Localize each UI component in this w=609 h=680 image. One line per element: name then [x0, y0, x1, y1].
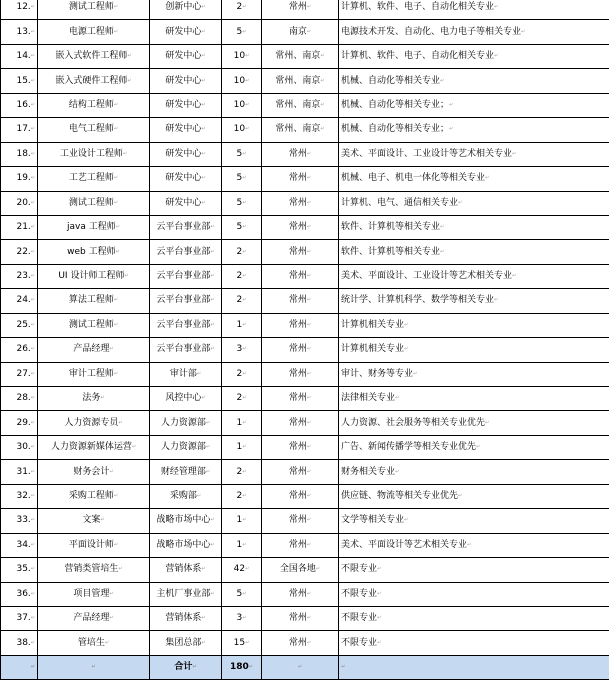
- table-row: [1, 387, 609, 411]
- job-title-cell: 人力资源专员 ↵: [38, 411, 150, 435]
- total-index-cell: [1, 655, 38, 679]
- table-row: [1, 20, 609, 44]
- job-title-cell: 文案 ↵: [38, 509, 150, 533]
- job-title-cell: web 工程师 ↵: [38, 240, 150, 264]
- work-location-cell: 常州 ↵: [262, 606, 339, 630]
- headcount-cell: 10 ↵: [222, 69, 262, 93]
- job-title-cell: 工艺工程师 ↵: [38, 167, 150, 191]
- job-title-cell: 管培生 ↵: [38, 631, 150, 655]
- headcount-cell: 1 ↵: [222, 509, 262, 533]
- work-location-cell: 常州 ↵: [262, 0, 339, 20]
- table-row: [1, 509, 609, 533]
- row-index-cell: 31. ↵: [1, 460, 38, 484]
- department-cell: 人力资源部 ↵: [150, 411, 222, 435]
- job-title-cell: UI 设计师工程师 ↵: [38, 264, 150, 288]
- total-count-cell: 180 ↵: [222, 655, 262, 679]
- total-location-cell: [262, 655, 339, 679]
- table-row: [1, 44, 609, 68]
- department-cell: 战略市场中心 ↵: [150, 533, 222, 557]
- department-cell: 财经管理部 ↵: [150, 460, 222, 484]
- work-location-cell: 常州 ↵: [262, 435, 339, 459]
- job-title-cell: 电源工程师 ↵: [38, 20, 150, 44]
- department-cell: 战略市场中心 ↵: [150, 509, 222, 533]
- table-row: [1, 411, 609, 435]
- department-cell: 研发中心 ↵: [150, 167, 222, 191]
- major-requirement-cell: 广告、新闻传播学等相关专业优先 ↵: [339, 435, 609, 459]
- row-index-cell: 32. ↵: [1, 484, 38, 508]
- job-title-cell: java 工程师 ↵: [38, 215, 150, 239]
- row-index-cell: 28. ↵: [1, 387, 38, 411]
- job-title-cell: 营销类管培生 ↵: [38, 558, 150, 582]
- row-index-cell: 30. ↵: [1, 435, 38, 459]
- headcount-cell: 10 ↵: [222, 118, 262, 142]
- table-row: [1, 435, 609, 459]
- row-index-cell: 34. ↵: [1, 533, 38, 557]
- job-title-cell: 项目管理 ↵: [38, 582, 150, 606]
- total-row: [1, 655, 609, 679]
- major-requirement-cell: 计算机、电气、通信相关专业 ↵: [339, 191, 609, 215]
- headcount-cell: 42 ↵: [222, 558, 262, 582]
- major-requirement-cell: 供应链、物流等相关专业优先 ↵: [339, 484, 609, 508]
- job-title-cell: 测试工程师 ↵: [38, 0, 150, 20]
- job-title-cell: 工业设计工程师 ↵: [38, 142, 150, 166]
- major-requirement-cell: 文学等相关专业 ↵: [339, 509, 609, 533]
- headcount-cell: 1 ↵: [222, 533, 262, 557]
- work-location-cell: 常州 ↵: [262, 362, 339, 386]
- headcount-cell: 2 ↵: [222, 484, 262, 508]
- headcount-cell: 2 ↵: [222, 240, 262, 264]
- work-location-cell: 常州 ↵: [262, 533, 339, 557]
- work-location-cell: 常州 ↵: [262, 313, 339, 337]
- headcount-cell: 2 ↵: [222, 362, 262, 386]
- job-title-cell: 平面设计师 ↵: [38, 533, 150, 557]
- work-location-cell: 常州、南京 ↵: [262, 69, 339, 93]
- work-location-cell: 常州 ↵: [262, 338, 339, 362]
- table-row: [1, 362, 609, 386]
- row-index-cell: 23. ↵: [1, 264, 38, 288]
- major-requirement-cell: 计算机相关专业 ↵: [339, 338, 609, 362]
- table-row: [1, 484, 609, 508]
- major-requirement-cell: 软件、计算机等相关专业 ↵: [339, 215, 609, 239]
- job-title-cell: 嵌入式软件工程师 ↵: [38, 44, 150, 68]
- major-requirement-cell: 电源技术开发、自动化、电力电子等相关专业 ↵: [339, 20, 609, 44]
- work-location-cell: 常州 ↵: [262, 191, 339, 215]
- job-title-cell: 产品经理 ↵: [38, 338, 150, 362]
- work-location-cell: 常州 ↵: [262, 484, 339, 508]
- major-requirement-cell: 美术、平面设计、工业设计等艺术相关专业 ↵: [339, 264, 609, 288]
- department-cell: 研发中心 ↵: [150, 191, 222, 215]
- table-row: [1, 69, 609, 93]
- work-location-cell: 南京 ↵: [262, 20, 339, 44]
- work-location-cell: 常州 ↵: [262, 582, 339, 606]
- job-title-cell: 人力资源新媒体运营 ↵: [38, 435, 150, 459]
- major-requirement-cell: 机械、自动化等相关专业 ↵: [339, 69, 609, 93]
- department-cell: 创新中心 ↵: [150, 0, 222, 20]
- headcount-cell: 3 ↵: [222, 338, 262, 362]
- job-title-cell: 采购工程师 ↵: [38, 484, 150, 508]
- table-row: [1, 240, 609, 264]
- row-index-cell: 36. ↵: [1, 582, 38, 606]
- headcount-cell: 2 ↵: [222, 460, 262, 484]
- department-cell: 营销体系 ↵: [150, 558, 222, 582]
- department-cell: 营销体系 ↵: [150, 606, 222, 630]
- department-cell: 集团总部 ↵: [150, 631, 222, 655]
- work-location-cell: 全国各地 ↵: [262, 558, 339, 582]
- department-cell: 云平台事业部 ↵: [150, 215, 222, 239]
- table-row: [1, 264, 609, 288]
- table-row: [1, 191, 609, 215]
- table-row: [1, 582, 609, 606]
- row-index-cell: 20. ↵: [1, 191, 38, 215]
- work-location-cell: 常州 ↵: [262, 264, 339, 288]
- table-row: [1, 533, 609, 557]
- row-index-cell: 21. ↵: [1, 215, 38, 239]
- work-location-cell: 常州 ↵: [262, 240, 339, 264]
- work-location-cell: 常州、南京 ↵: [262, 93, 339, 117]
- department-cell: 云平台事业部 ↵: [150, 240, 222, 264]
- headcount-cell: 2 ↵: [222, 387, 262, 411]
- department-cell: 风控中心 ↵: [150, 387, 222, 411]
- total-major-cell: [339, 655, 609, 679]
- headcount-cell: 2 ↵: [222, 264, 262, 288]
- row-index-cell: 24. ↵: [1, 289, 38, 313]
- work-location-cell: 常州 ↵: [262, 387, 339, 411]
- table-row: [1, 313, 609, 337]
- work-location-cell: 常州 ↵: [262, 289, 339, 313]
- work-location-cell: 常州、南京 ↵: [262, 118, 339, 142]
- job-title-cell: 结构工程师 ↵: [38, 93, 150, 117]
- department-cell: 人力资源部 ↵: [150, 435, 222, 459]
- headcount-cell: 1 ↵: [222, 435, 262, 459]
- major-requirement-cell: 不限专业 ↵: [339, 582, 609, 606]
- major-requirement-cell: 美术、平面设计、工业设计等艺术相关专业 ↵: [339, 142, 609, 166]
- table-row: [1, 460, 609, 484]
- department-cell: 采购部 ↵: [150, 484, 222, 508]
- major-requirement-cell: 机械、自动化等相关专业； ↵: [339, 93, 609, 117]
- total-empty-cell: [38, 655, 150, 679]
- headcount-cell: 1 ↵: [222, 313, 262, 337]
- major-requirement-cell: 不限专业 ↵: [339, 606, 609, 630]
- job-title-cell: 测试工程师 ↵: [38, 191, 150, 215]
- row-index-cell: 14. ↵: [1, 44, 38, 68]
- table-row: [1, 167, 609, 191]
- table-row: [1, 93, 609, 117]
- row-index-cell: 16. ↵: [1, 93, 38, 117]
- job-title-cell: 法务 ↵: [38, 387, 150, 411]
- department-cell: 研发中心 ↵: [150, 118, 222, 142]
- major-requirement-cell: 法律相关专业 ↵: [339, 387, 609, 411]
- headcount-cell: 5 ↵: [222, 215, 262, 239]
- work-location-cell: 常州 ↵: [262, 215, 339, 239]
- row-index-cell: 15. ↵: [1, 69, 38, 93]
- table-row: [1, 558, 609, 582]
- job-title-cell: 嵌入式硬件工程师 ↵: [38, 69, 150, 93]
- headcount-cell: 1 ↵: [222, 411, 262, 435]
- row-index-cell: 17. ↵: [1, 118, 38, 142]
- headcount-cell: 15 ↵: [222, 631, 262, 655]
- job-title-cell: 电气工程师 ↵: [38, 118, 150, 142]
- work-location-cell: 常州 ↵: [262, 167, 339, 191]
- major-requirement-cell: 机械、电子、机电一体化等相关专业 ↵: [339, 167, 609, 191]
- major-requirement-cell: 机械、自动化等相关专业； ↵: [339, 118, 609, 142]
- major-requirement-cell: 美术、平面设计等艺术相关专业 ↵: [339, 533, 609, 557]
- row-index-cell: 35. ↵: [1, 558, 38, 582]
- table-row: [1, 606, 609, 630]
- table-row: [1, 289, 609, 313]
- major-requirement-cell: 不限专业 ↵: [339, 631, 609, 655]
- work-location-cell: 常州 ↵: [262, 142, 339, 166]
- department-cell: 研发中心 ↵: [150, 142, 222, 166]
- row-index-cell: 19. ↵: [1, 167, 38, 191]
- table-body: [1, 0, 609, 680]
- department-cell: 主机厂事业部 ↵: [150, 582, 222, 606]
- table-row: [1, 118, 609, 142]
- major-requirement-cell: 计算机、软件、电子、自动化相关专业 ↵: [339, 0, 609, 20]
- major-requirement-cell: 财务相关专业 ↵: [339, 460, 609, 484]
- row-index-cell: 13. ↵: [1, 20, 38, 44]
- headcount-cell: 5 ↵: [222, 167, 262, 191]
- headcount-cell: 2 ↵: [222, 0, 262, 20]
- major-requirement-cell: 不限专业 ↵: [339, 558, 609, 582]
- department-cell: 云平台事业部 ↵: [150, 289, 222, 313]
- row-index-cell: 33. ↵: [1, 509, 38, 533]
- work-location-cell: 常州、南京 ↵: [262, 44, 339, 68]
- department-cell: 研发中心 ↵: [150, 20, 222, 44]
- work-location-cell: 常州 ↵: [262, 411, 339, 435]
- department-cell: 研发中心 ↵: [150, 69, 222, 93]
- table-row: [1, 338, 609, 362]
- row-index-cell: 12. ↵: [1, 0, 38, 20]
- table-row: [1, 0, 609, 20]
- row-index-cell: 18. ↵: [1, 142, 38, 166]
- headcount-cell: 5 ↵: [222, 142, 262, 166]
- row-index-cell: 26. ↵: [1, 338, 38, 362]
- headcount-cell: 2 ↵: [222, 289, 262, 313]
- job-title-cell: 测试工程师 ↵: [38, 313, 150, 337]
- table-row: [1, 142, 609, 166]
- row-index-cell: 37. ↵: [1, 606, 38, 630]
- headcount-cell: 10 ↵: [222, 44, 262, 68]
- row-index-cell: 29. ↵: [1, 411, 38, 435]
- department-cell: 审计部 ↵: [150, 362, 222, 386]
- major-requirement-cell: 统计学、计算机科学、数学等相关专业 ↵: [339, 289, 609, 313]
- headcount-cell: 5 ↵: [222, 20, 262, 44]
- table-row: [1, 215, 609, 239]
- table-row: [1, 631, 609, 655]
- work-location-cell: 常州 ↵: [262, 460, 339, 484]
- major-requirement-cell: 软件、计算机等相关专业 ↵: [339, 240, 609, 264]
- row-index-cell: 22. ↵: [1, 240, 38, 264]
- row-index-cell: 27. ↵: [1, 362, 38, 386]
- department-cell: 研发中心 ↵: [150, 93, 222, 117]
- major-requirement-cell: 计算机相关专业 ↵: [339, 313, 609, 337]
- major-requirement-cell: 计算机、软件、电子、自动化相关专业 ↵: [339, 44, 609, 68]
- job-title-cell: 产品经理 ↵: [38, 606, 150, 630]
- total-label-cell: 合计 ↵: [150, 655, 222, 679]
- row-index-cell: 25. ↵: [1, 313, 38, 337]
- work-location-cell: 常州 ↵: [262, 509, 339, 533]
- headcount-cell: 3 ↵: [222, 606, 262, 630]
- department-cell: 云平台事业部 ↵: [150, 264, 222, 288]
- job-title-cell: 算法工程师 ↵: [38, 289, 150, 313]
- job-title-cell: 财务会计 ↵: [38, 460, 150, 484]
- department-cell: 云平台事业部 ↵: [150, 313, 222, 337]
- headcount-cell: 5 ↵: [222, 191, 262, 215]
- headcount-cell: 5 ↵: [222, 582, 262, 606]
- department-cell: 研发中心 ↵: [150, 44, 222, 68]
- job-title-cell: 审计工程师 ↵: [38, 362, 150, 386]
- department-cell: 云平台事业部 ↵: [150, 338, 222, 362]
- major-requirement-cell: 人力资源、社会服务等相关专业优先 ↵: [339, 411, 609, 435]
- row-index-cell: 38. ↵: [1, 631, 38, 655]
- work-location-cell: 常州 ↵: [262, 631, 339, 655]
- headcount-cell: 10 ↵: [222, 93, 262, 117]
- major-requirement-cell: 审计、财务等专业 ↵: [339, 362, 609, 386]
